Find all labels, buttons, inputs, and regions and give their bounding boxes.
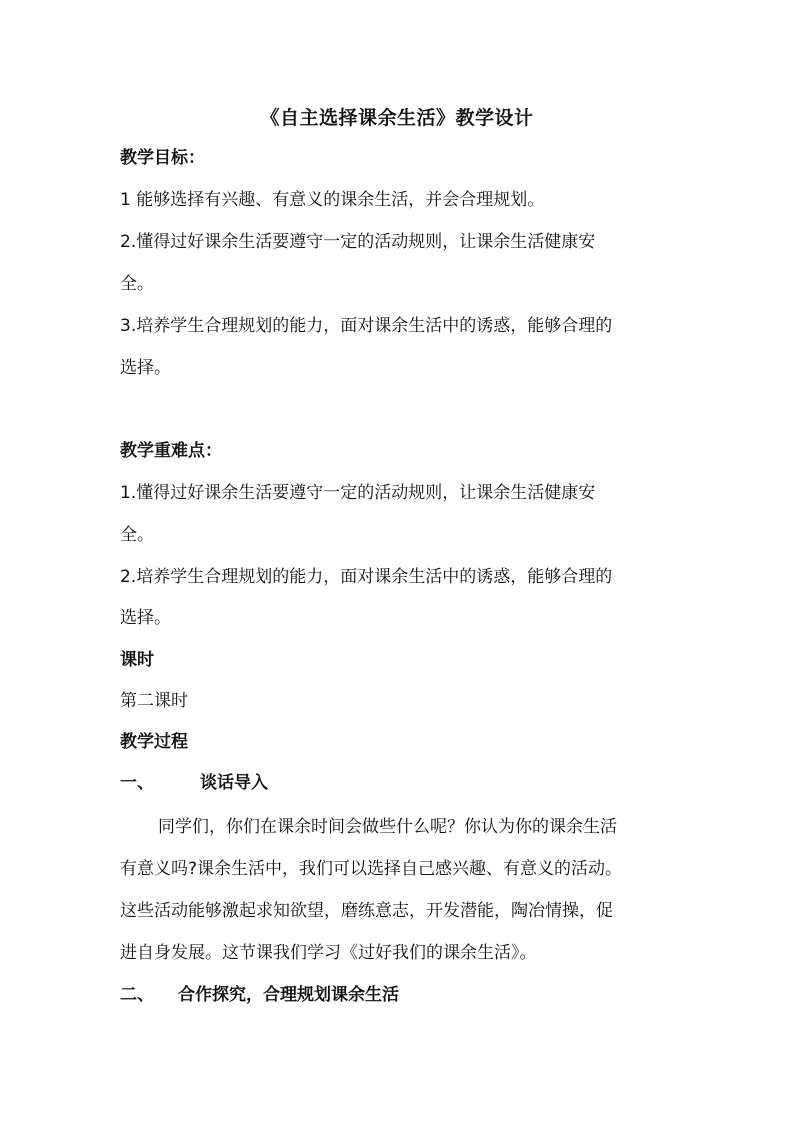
intro-paragraph-line-2: 有意义吗?课余生活中，我们可以选择自己感兴趣、有意义的活动。 xyxy=(120,859,623,879)
objectives-heading: 教学目标： xyxy=(120,148,205,168)
objective-item-3-line-1: 3.培养学生合理规划的能力，面对课余生活中的诱惑，能够合理的 xyxy=(120,316,613,336)
section-2-number: 二、 xyxy=(120,985,154,1005)
key-point-item-1-line-2: 全。 xyxy=(120,525,154,545)
lesson-value: 第二课时 xyxy=(120,691,188,711)
objective-item-2-line-1: 2.懂得过好课余生活要遵守一定的活动规则，让课余生活健康安 xyxy=(120,232,596,252)
intro-paragraph-line-3: 这些活动能够激起求知欲望，磨练意志，开发潜能，陶冶情操，促 xyxy=(120,901,613,921)
intro-paragraph-line-4: 进自身发展。这节课我们学习《过好我们的课余生活》。 xyxy=(120,943,537,963)
document-title: 《自主选择课余生活》教学设计 xyxy=(260,107,534,129)
objective-item-3-line-2: 选择。 xyxy=(120,358,171,378)
key-points-heading: 教学重难点： xyxy=(120,441,222,461)
process-heading: 教学过程 xyxy=(120,732,188,752)
objective-item-1: 1 能够选择有兴趣、有意义的课余生活，并会合理规划。 xyxy=(120,190,545,210)
key-point-item-1-line-1: 1.懂得过好课余生活要遵守一定的活动规则，让课余生活健康安 xyxy=(120,483,596,503)
section-2-title: 合作探究，合理规划课余生活 xyxy=(178,985,399,1005)
key-point-item-2-line-2: 选择。 xyxy=(120,608,171,628)
key-point-item-2-line-1: 2.培养学生合理规划的能力，面对课余生活中的诱惑，能够合理的 xyxy=(120,567,613,587)
section-1-number: 一、 xyxy=(120,773,154,793)
section-1-title: 谈话导入 xyxy=(200,773,268,793)
objective-item-2-line-2: 全。 xyxy=(120,274,154,294)
section-1-heading xyxy=(120,771,268,795)
section-2-heading xyxy=(120,983,399,1007)
intro-paragraph-line-1: 同学们，你们在课余时间会做些什么呢？你认为你的课余生活 xyxy=(158,817,617,837)
lesson-heading: 课时 xyxy=(120,650,154,670)
